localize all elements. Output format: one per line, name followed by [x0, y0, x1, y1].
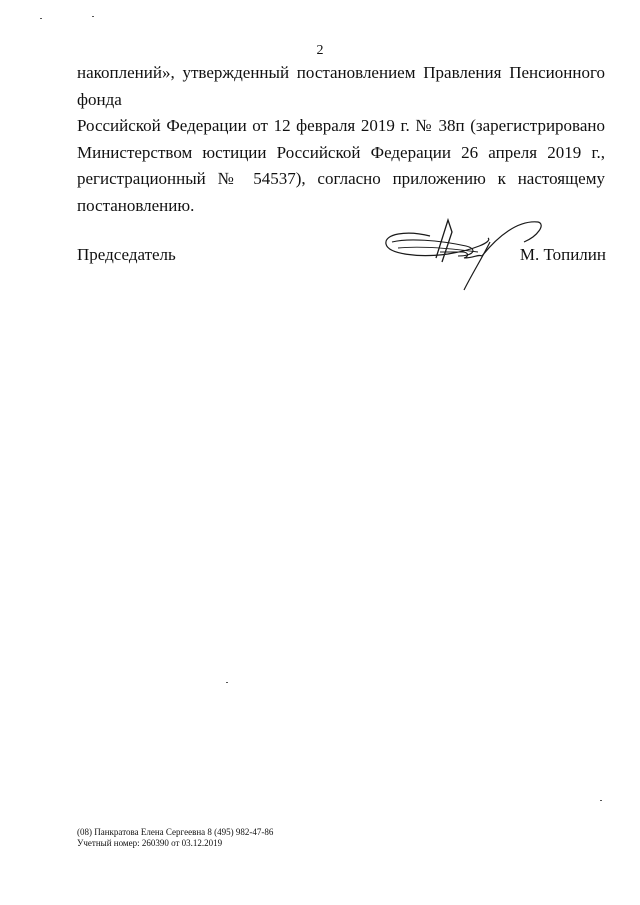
executor-contact: (08) Панкратова Елена Сергеевна 8 (495) 982-47-86: [77, 827, 274, 837]
scan-speck: [600, 800, 602, 801]
signatory-name: М. Топилин: [519, 245, 606, 264]
registration-number: Учетный номер: 260390 от 03.12.2019: [77, 838, 223, 848]
body-line: регистрационный № 54537), согласно приложению к настоящему: [77, 169, 605, 188]
body-paragraph: [77, 60, 605, 219]
body-line: Министерством юстиции Российской Федерации 26 апреля 2019 г.,: [77, 142, 605, 162]
page-number: 2: [316, 43, 324, 58]
document-footer: [77, 827, 273, 849]
scan-speck: [92, 16, 94, 17]
body-line: накоплений», утвержденный постановлением Правления Пенсионного фонда: [77, 63, 605, 109]
scan-speck: [40, 18, 42, 19]
body-line: Российской Федерации от 12 февраля 2019 г. № 38п (зарегистрировано: [77, 116, 605, 135]
signatory-title: Председатель: [77, 245, 176, 264]
body-line: постановлению.: [77, 195, 195, 215]
scan-speck: [226, 682, 228, 683]
